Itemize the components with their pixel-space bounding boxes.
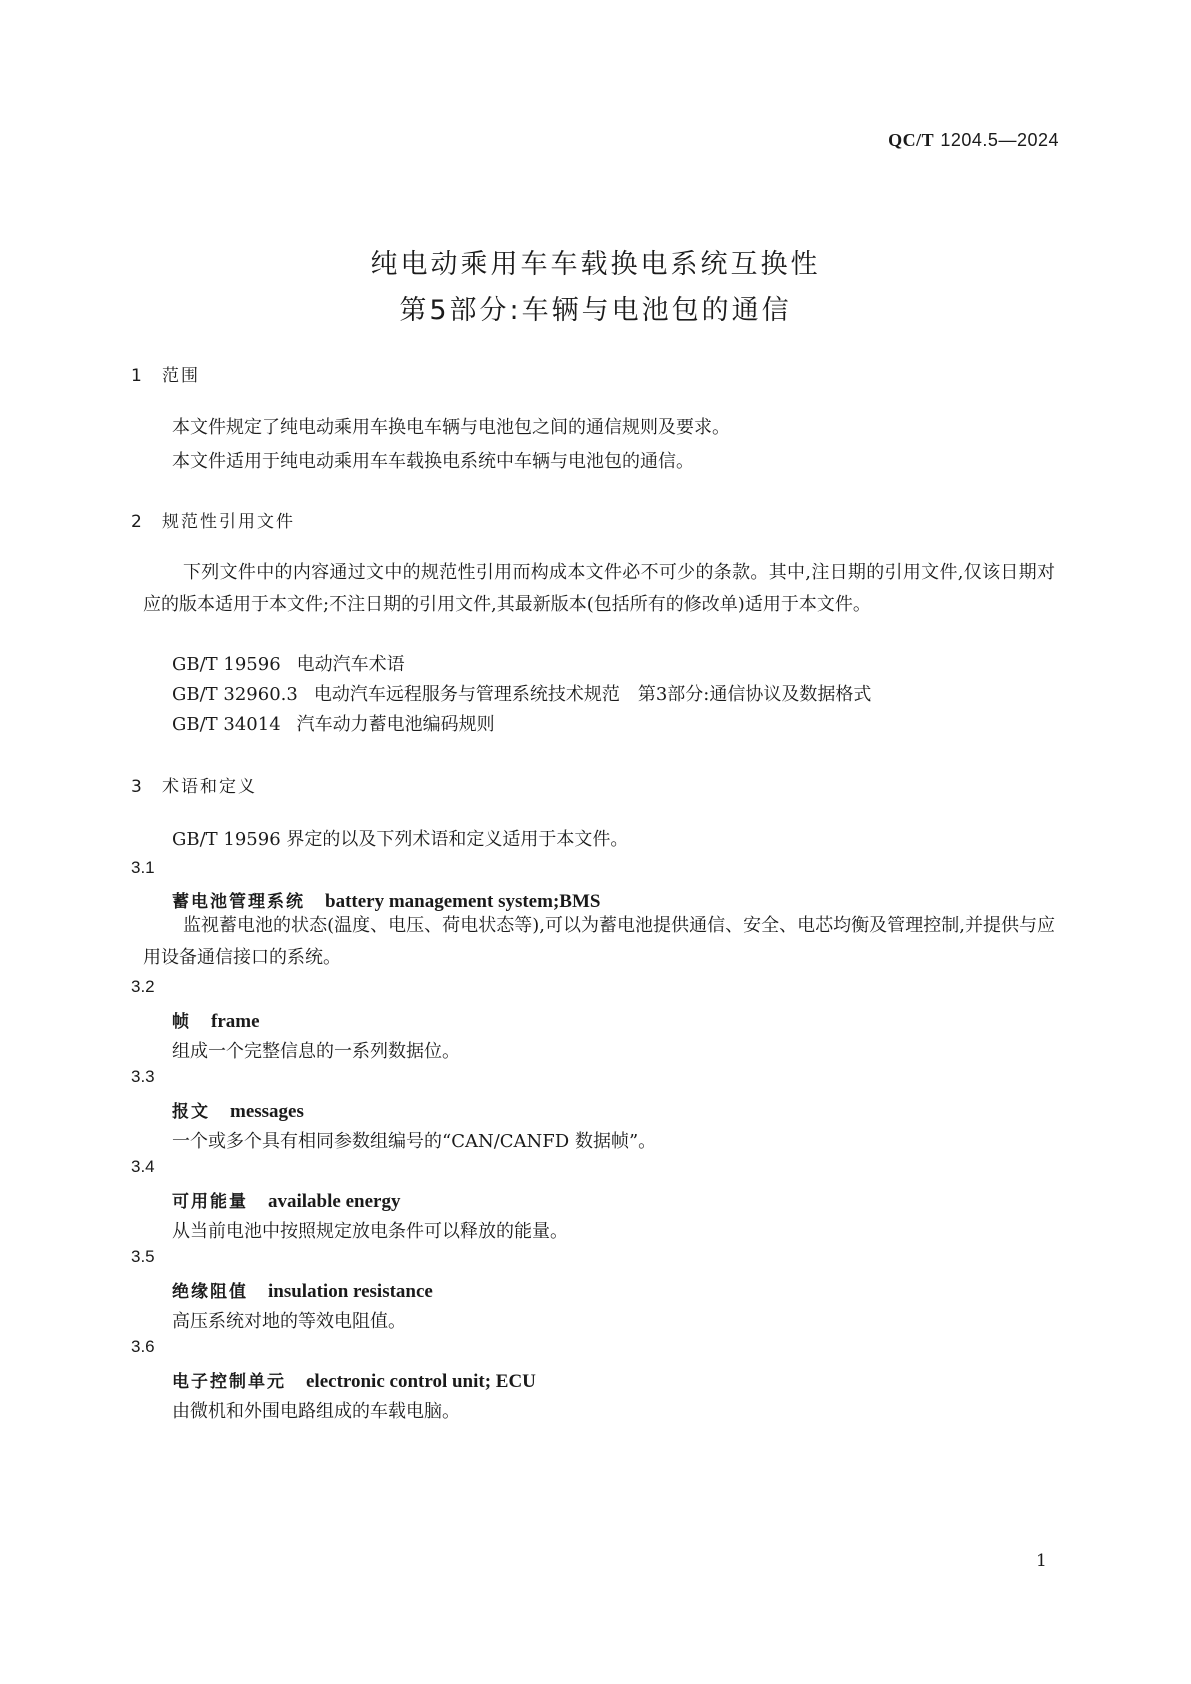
section-heading-scope xyxy=(131,361,200,386)
section-title: 术语和定义 xyxy=(162,777,257,797)
term-name-en: insulation resistance xyxy=(268,1281,433,1302)
scope-paragraph-1: 本文件规定了纯电动乘用车换电车辆与电池包之间的通信规则及要求。 xyxy=(172,417,730,438)
reference-item xyxy=(172,650,405,676)
term-heading xyxy=(172,1187,400,1213)
term-definition: 监视蓄电池的状态(温度、电压、荷电状态等),可以为蓄电池提供通信、安全、电芯均衡及管理控制,并提供与应用设备通信接口的系统。 xyxy=(143,915,1055,968)
terms-intro-paragraph: GB/T 19596 界定的以及下列术语和定义适用于本文件。 xyxy=(172,829,629,850)
normative-intro-paragraph: 下列文件中的内容通过文中的规范性引用而构成本文件必不可少的条款。其中,注日期的引用文件,仅该日期对应的版本适用于本文件;不注日期的引用文件,其最新版本(包括所有的修改单)适用于本文件。 xyxy=(143,562,1055,615)
page-number: 1 xyxy=(1036,1551,1047,1571)
reference-title: 电动汽车远程服务与管理系统技术规范 第3部分:通信协议及数据格式 xyxy=(313,684,872,705)
term-number: 3.2 xyxy=(131,977,155,996)
reference-code: GB/T 19596 xyxy=(172,654,281,675)
section-heading-terms xyxy=(131,772,257,797)
section-number: 1 xyxy=(131,366,142,386)
section-number: 2 xyxy=(131,512,142,532)
term-number: 3.4 xyxy=(131,1157,155,1176)
term-number: 3.5 xyxy=(131,1247,155,1266)
term-name-en: electronic control unit; ECU xyxy=(306,1371,536,1392)
term-heading xyxy=(172,1367,536,1393)
term-heading xyxy=(172,1277,433,1303)
standard-code-number: 1204.5—2024 xyxy=(940,130,1059,150)
reference-item xyxy=(172,680,871,706)
term-name-en: battery management system;BMS xyxy=(325,891,601,912)
section-title: 规范性引用文件 xyxy=(162,512,295,532)
term-name-en: frame xyxy=(211,1011,260,1032)
reference-code: GB/T 32960.3 xyxy=(172,684,298,705)
section-title: 范围 xyxy=(162,366,200,386)
term-heading xyxy=(172,1097,304,1123)
term-name-zh: 电子控制单元 xyxy=(172,1372,286,1392)
document-title-line1: 纯电动乘用车车载换电系统互换性 xyxy=(370,249,821,280)
term-definition: 组成一个完整信息的一系列数据位。 xyxy=(172,1041,460,1062)
term-definition: 从当前电池中按照规定放电条件可以释放的能量。 xyxy=(172,1221,568,1242)
reference-title: 汽车动力蓄电池编码规则 xyxy=(296,714,495,735)
term-number: 3.3 xyxy=(131,1067,155,1086)
reference-code: GB/T 34014 xyxy=(172,714,281,735)
term-name-zh: 报文 xyxy=(172,1102,210,1122)
term-name-zh: 可用能量 xyxy=(172,1192,248,1212)
section-number: 3 xyxy=(131,777,142,797)
document-title-line2: 第5部分:车辆与电池包的通信 xyxy=(399,295,792,326)
term-name-zh: 绝缘阻值 xyxy=(172,1282,248,1302)
term-definition: 由微机和外围电路组成的车载电脑。 xyxy=(172,1401,460,1422)
reference-title: 电动汽车术语 xyxy=(296,654,405,675)
term-definition: 高压系统对地的等效电阻值。 xyxy=(172,1311,406,1332)
term-definition: 一个或多个具有相同参数组编号的“CAN/CANFD 数据帧”。 xyxy=(172,1131,657,1152)
term-heading xyxy=(172,1007,260,1033)
term-name-zh: 蓄电池管理系统 xyxy=(172,892,305,912)
term-number: 3.6 xyxy=(131,1337,155,1356)
reference-item xyxy=(172,710,495,736)
standard-code-prefix: QC/T xyxy=(888,130,935,150)
scope-paragraph-2: 本文件适用于纯电动乘用车车载换电系统中车辆与电池包的通信。 xyxy=(172,451,694,472)
section-heading-normative xyxy=(131,507,295,532)
term-name-en: messages xyxy=(230,1101,304,1122)
term-name-zh: 帧 xyxy=(172,1012,191,1032)
term-number: 3.1 xyxy=(131,858,155,877)
term-name-en: available energy xyxy=(268,1191,401,1212)
standard-code xyxy=(888,130,1059,151)
